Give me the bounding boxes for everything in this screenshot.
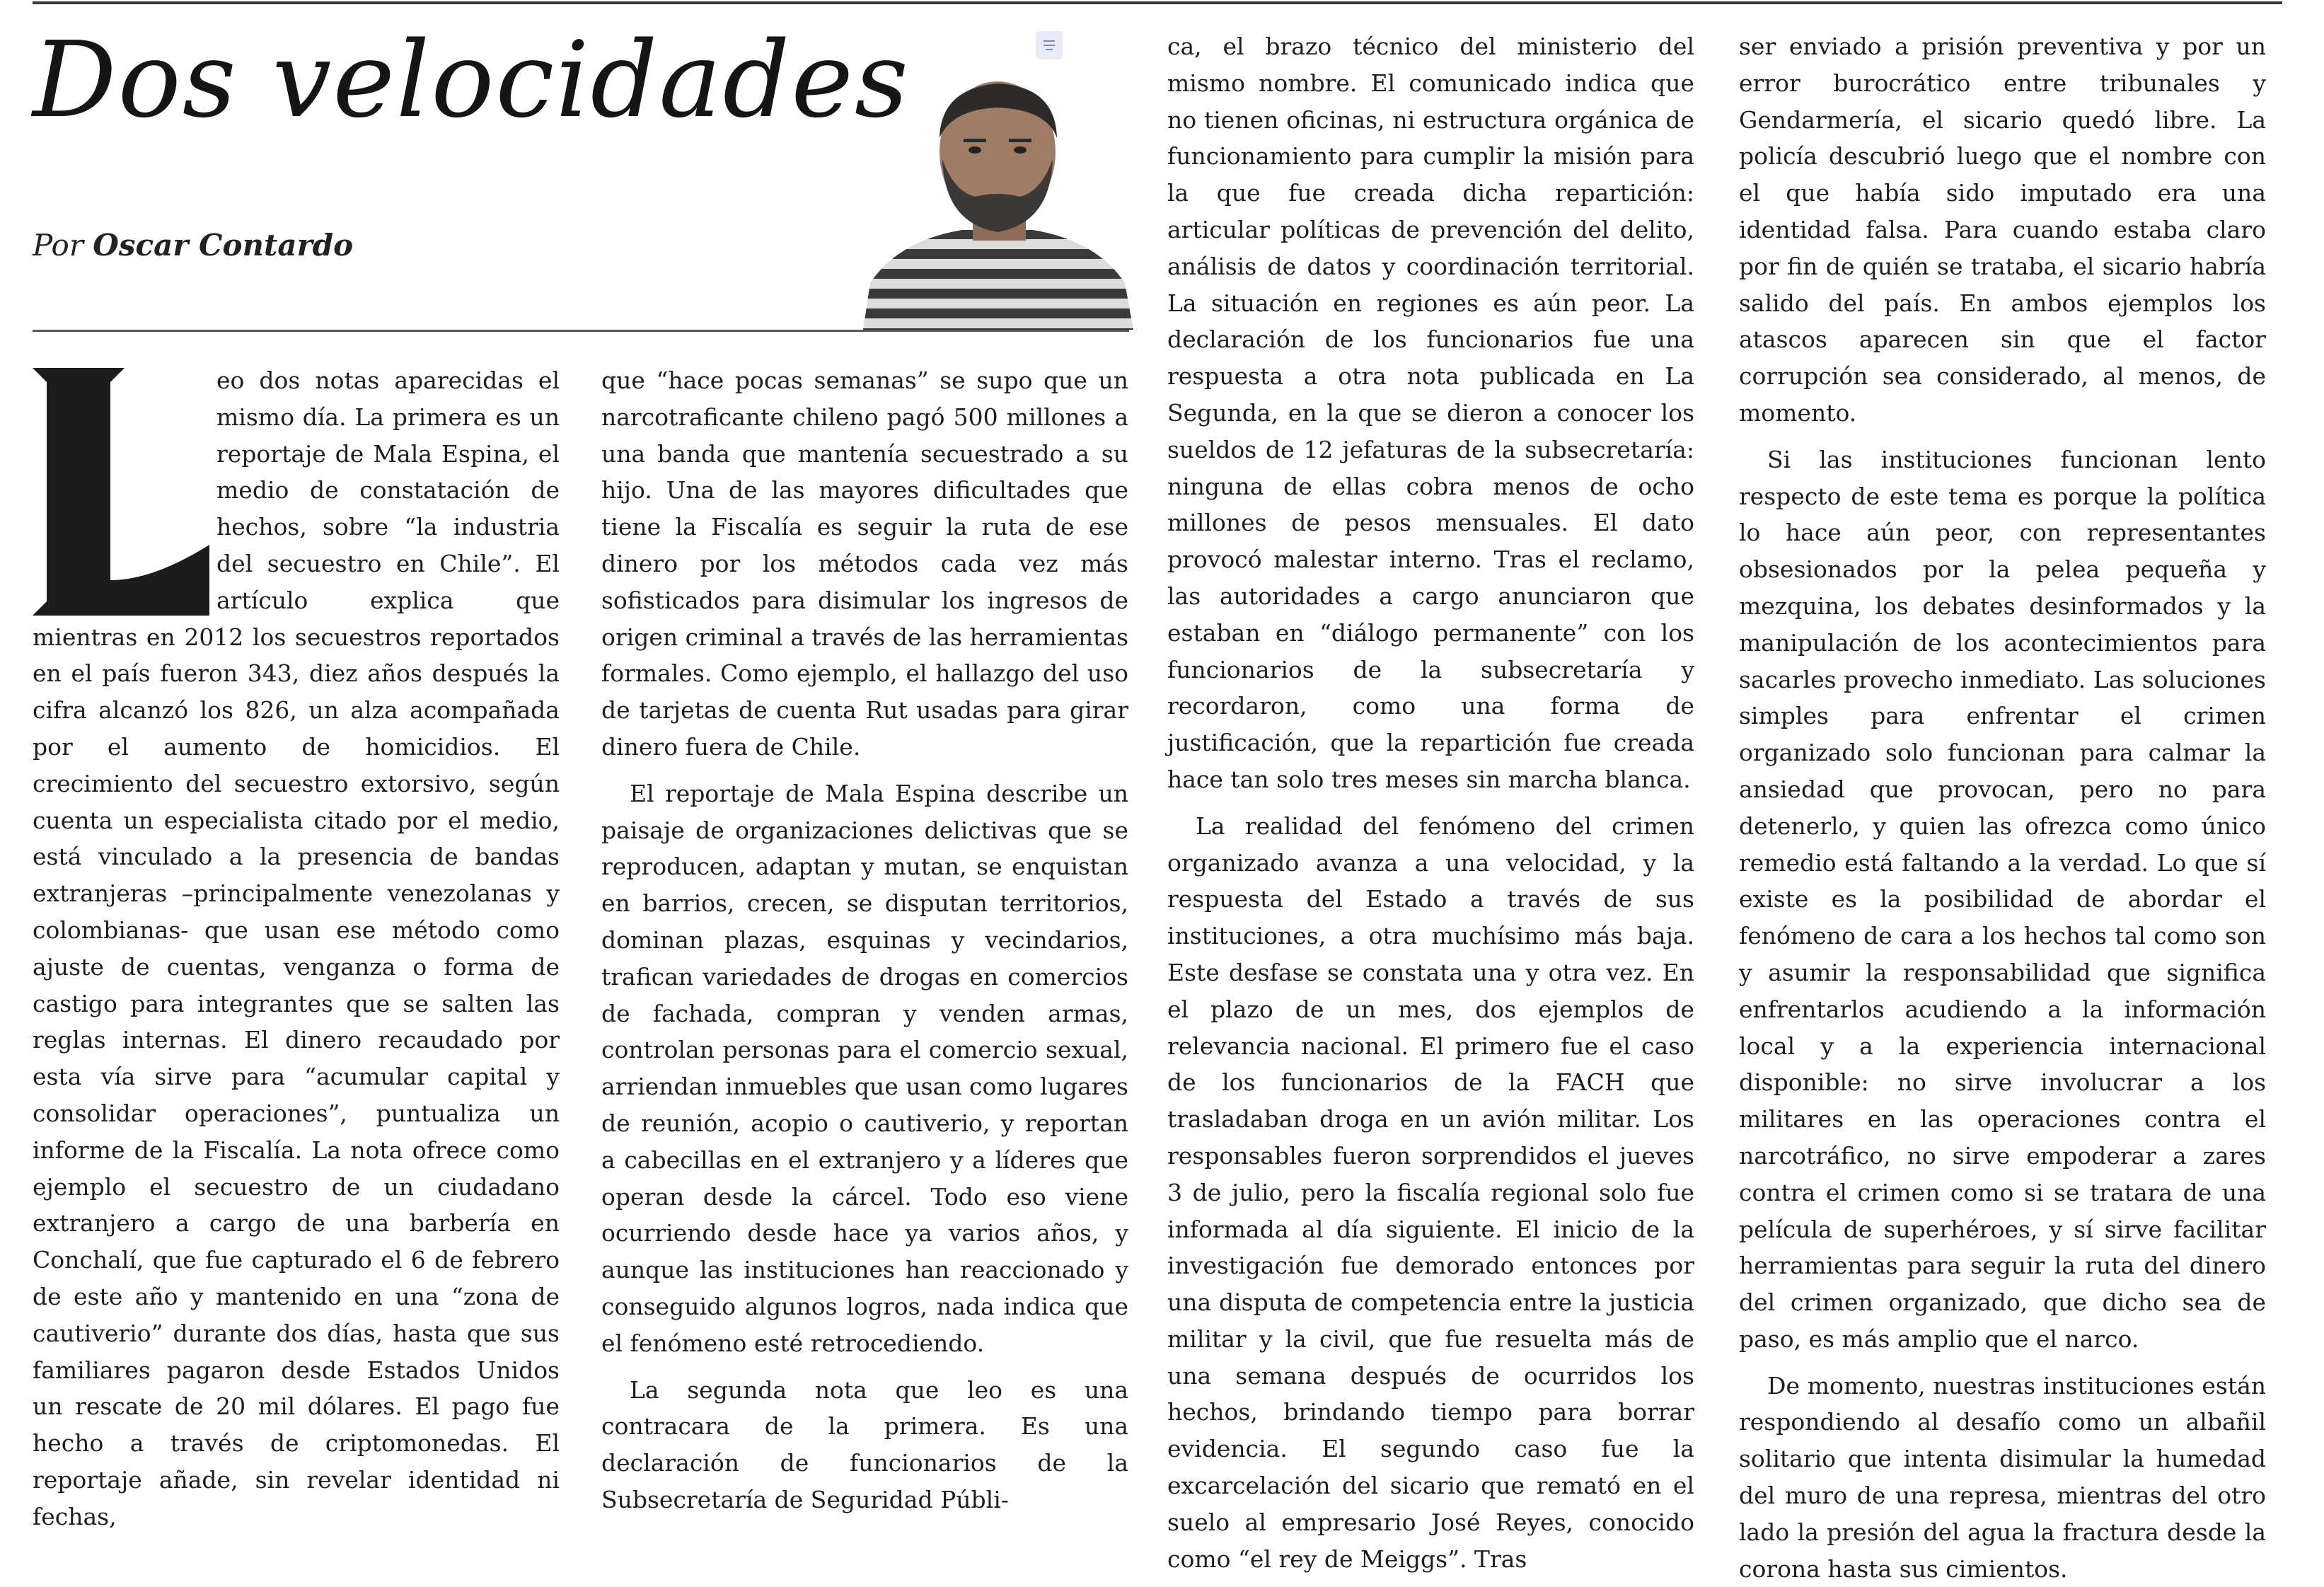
byline: [33, 228, 353, 262]
headline: Dos velocidades: [33, 19, 910, 141]
paragraph: ser enviado a prisión preventiva y por un error burocrático entre tribunales y Gendarmería, el sicario quedó libre. La policía descubrió luego que el nombre con el que había sido imputado era una identidad falsa. Para cuando estaba claro por fin de quién se trataba, el sicario habría salido del país. En ambos ejemplos los atascos aparecen sin que el factor corrupción sea considerado, al menos, de momento.: [1739, 33, 2266, 427]
drop-cap-letter-l-icon: [33, 368, 209, 616]
paragraph: La segunda nota que leo es una contracara de la primera. Es una declaración de funcionarios de la Subsecretaría de Seguridad Públi-: [601, 1375, 1128, 1513]
paragraph: El reportaje de Mala Espina describe un paisaje de organizaciones delictivas que se reproducen, adaptan y mutan, se enquistan en barrios, crecen, se disputan territorios, dominan plazas, esquinas y vecindarios, trafican variedades de drogas en comercios de fachada, compran y venden armas, controlan personas para el comercio sexual, arriendan inmuebles que usan como lugares de reunión, acopio o cautiverio, y reportan a cabecillas en el extranjero y a líderes que operan desde la cárcel. Todo eso viene ocurriendo desde hace ya varios años, y aunque las instituciones han reaccionado y conseguido algunos logros, nada indica que el fenómeno esté retrocediendo.: [601, 779, 1128, 1357]
author-name: Oscar Contardo: [93, 228, 354, 262]
top-rule: [33, 1, 2282, 4]
paragraph: ca, el brazo técnico del ministerio del mismo nombre. El comunicado indica que no tienen oficinas, ni estructura orgánica de funcionamiento para cumplir la misión para la que fue creada dicha repartición: articular políticas de prevención del delito, análisis de datos y coordinación territorial. La situación en regiones es aún peor. La declaración de los funcionarios fue una respuesta a otra nota publicada en La Segunda, en la que se dieron a conocer los sueldos de 12 jefaturas de la subsecretaría: ninguna de ellas cobra menos de ocho millones de pesos mensuales. El dato provocó malestar interno. Tras el reclamo, las autoridades a cargo anunciaron que estaban en “diálogo permanente” con los funcionarios de la subsecretaría y recordaron, como una forma de justificación, que la repartición fue creada hace tan solo tres meses sin marcha blanca.: [1167, 33, 1694, 793]
column-3: [1167, 28, 1694, 1577]
note-icon[interactable]: [1036, 31, 1063, 59]
author-portrait-icon: [856, 71, 1139, 330]
byline-prefix: Por: [33, 228, 83, 262]
paragraph: que “hace pocas semanas” se supo que un narcotraficante chileno pagó 500 millones a una banda que mantenía secuestrado a su hijo. Una de las mayores dificultades que tiene la Fiscalía es seguir la ruta de ese dinero por los métodos cada vez más sofisticados para disimular los ingresos de origen criminal a través de las herramientas formales. Como ejemplo, el hallazgo del uso de tarjetas de cuenta Rut usadas para girar dinero fuera de Chile.: [601, 367, 1128, 761]
author-portrait-image: [856, 71, 1139, 330]
paragraph: La realidad del fenómeno del crimen organizado avanza a una velocidad, y la respuesta del Estado a través de sus instituciones, a otra muchísimo más baja. Este desfase se constata una y otra vez. En el plazo de un mes, dos ejemplos de relevancia nacional. El primero fue el caso de los funcionarios de la FACH que trasladaban droga en un avión militar. Los responsables fueron sorprendidos el jueves 3 de julio, pero la fiscalía regional solo fue informada al día siguiente. El inicio de la investigación fue demorado entonces por una disputa de competencia entre la justicia militar y la civil, que fue resuelta más de una semana después de ocurridos los hechos, brindando tiempo para borrar evidencia. El segundo caso fue la excarcelación del sicario que remató en el suelo al empresario José Reyes, conocido como “el rey de Meiggs”. Tras: [1167, 812, 1694, 1573]
paragraph: Si las instituciones funcionan lento respecto de este tema es porque la política lo hace aún peor, con representantes obsesionados por la pelea pequeña y mezquina, los debates desinformados y la manipulación de los acontecimientos para sacarles provecho inmediato. Las soluciones simples para enfrentar el crimen organizado solo funcionan para calmar la ansiedad que provocan, pero no para detenerlo, y quien las ofrezca como único remedio está faltando a la verdad. Lo que sí existe es la posibilidad de abordar el fenómeno de cara a los hechos tal como son y asumir la responsabilidad que significa enfrentarlos acudiendo a la información local y a la experiencia internacional disponible: no sirve involucrar a los militares en las operaciones contra el narcotráfico, no sirve empoderar a zares contra el crimen como si se tratara de una película de superhéroes, y sí sirve facilitar herramientas para seguir la ruta del dinero del crimen organizado, que dicho sea de paso, es más amplio que el narco.: [1739, 445, 2266, 1353]
header-rule: [33, 330, 1129, 332]
column-1: [33, 362, 560, 1535]
column-2: [601, 362, 1128, 1518]
paragraph: De momento, nuestras instituciones están respondiendo al desafío como un albañil solitario que intenta disimular la humedad del muro de una represa, mientras del otro lado la presión del agua la fractura desde la corona hasta sus cimientos.: [1739, 1371, 2266, 1583]
column-4: [1739, 28, 2266, 1587]
drop-cap: [33, 368, 209, 616]
paragraph: eo dos notas aparecidas el mismo día. La primera es un reportaje de Mala Espina, el medio de constatación de hechos, sobre “la industria del secuestro en Chile”. El artículo explica que mientras en 2012 los secuestros reportados en el país fueron 343, diez años después la cifra alcanzó los 826, un alza acompañada por el aumento de homicidios. El crecimiento del secuestro extorsivo, según cuenta un especialista citado por el medio, está vinculado a la presencia de bandas extranjeras –principalmente venezolanas y colombianas- que usan ese método como ajuste de cuentas, venganza o forma de castigo para integrantes que se salten las reglas internas. El dinero recaudado por esta vía sirve para “acumular capital y consolidar operaciones”, puntualiza un informe de la Fiscalía. La nota ofrece como ejemplo el secuestro de un ciudadano extranjero a cargo de una barbería en Conchalí, que fue capturado el 6 de febrero de este año y mantenido en una “zona de cautiverio” durante dos días, hasta que sus familiares pagaron desde Estados Unidos un rescate de 20 mil dólares. El pago fue hecho a través de criptomonedas. El reportaje añade, sin revelar identidad ni fechas,: [33, 367, 560, 1530]
